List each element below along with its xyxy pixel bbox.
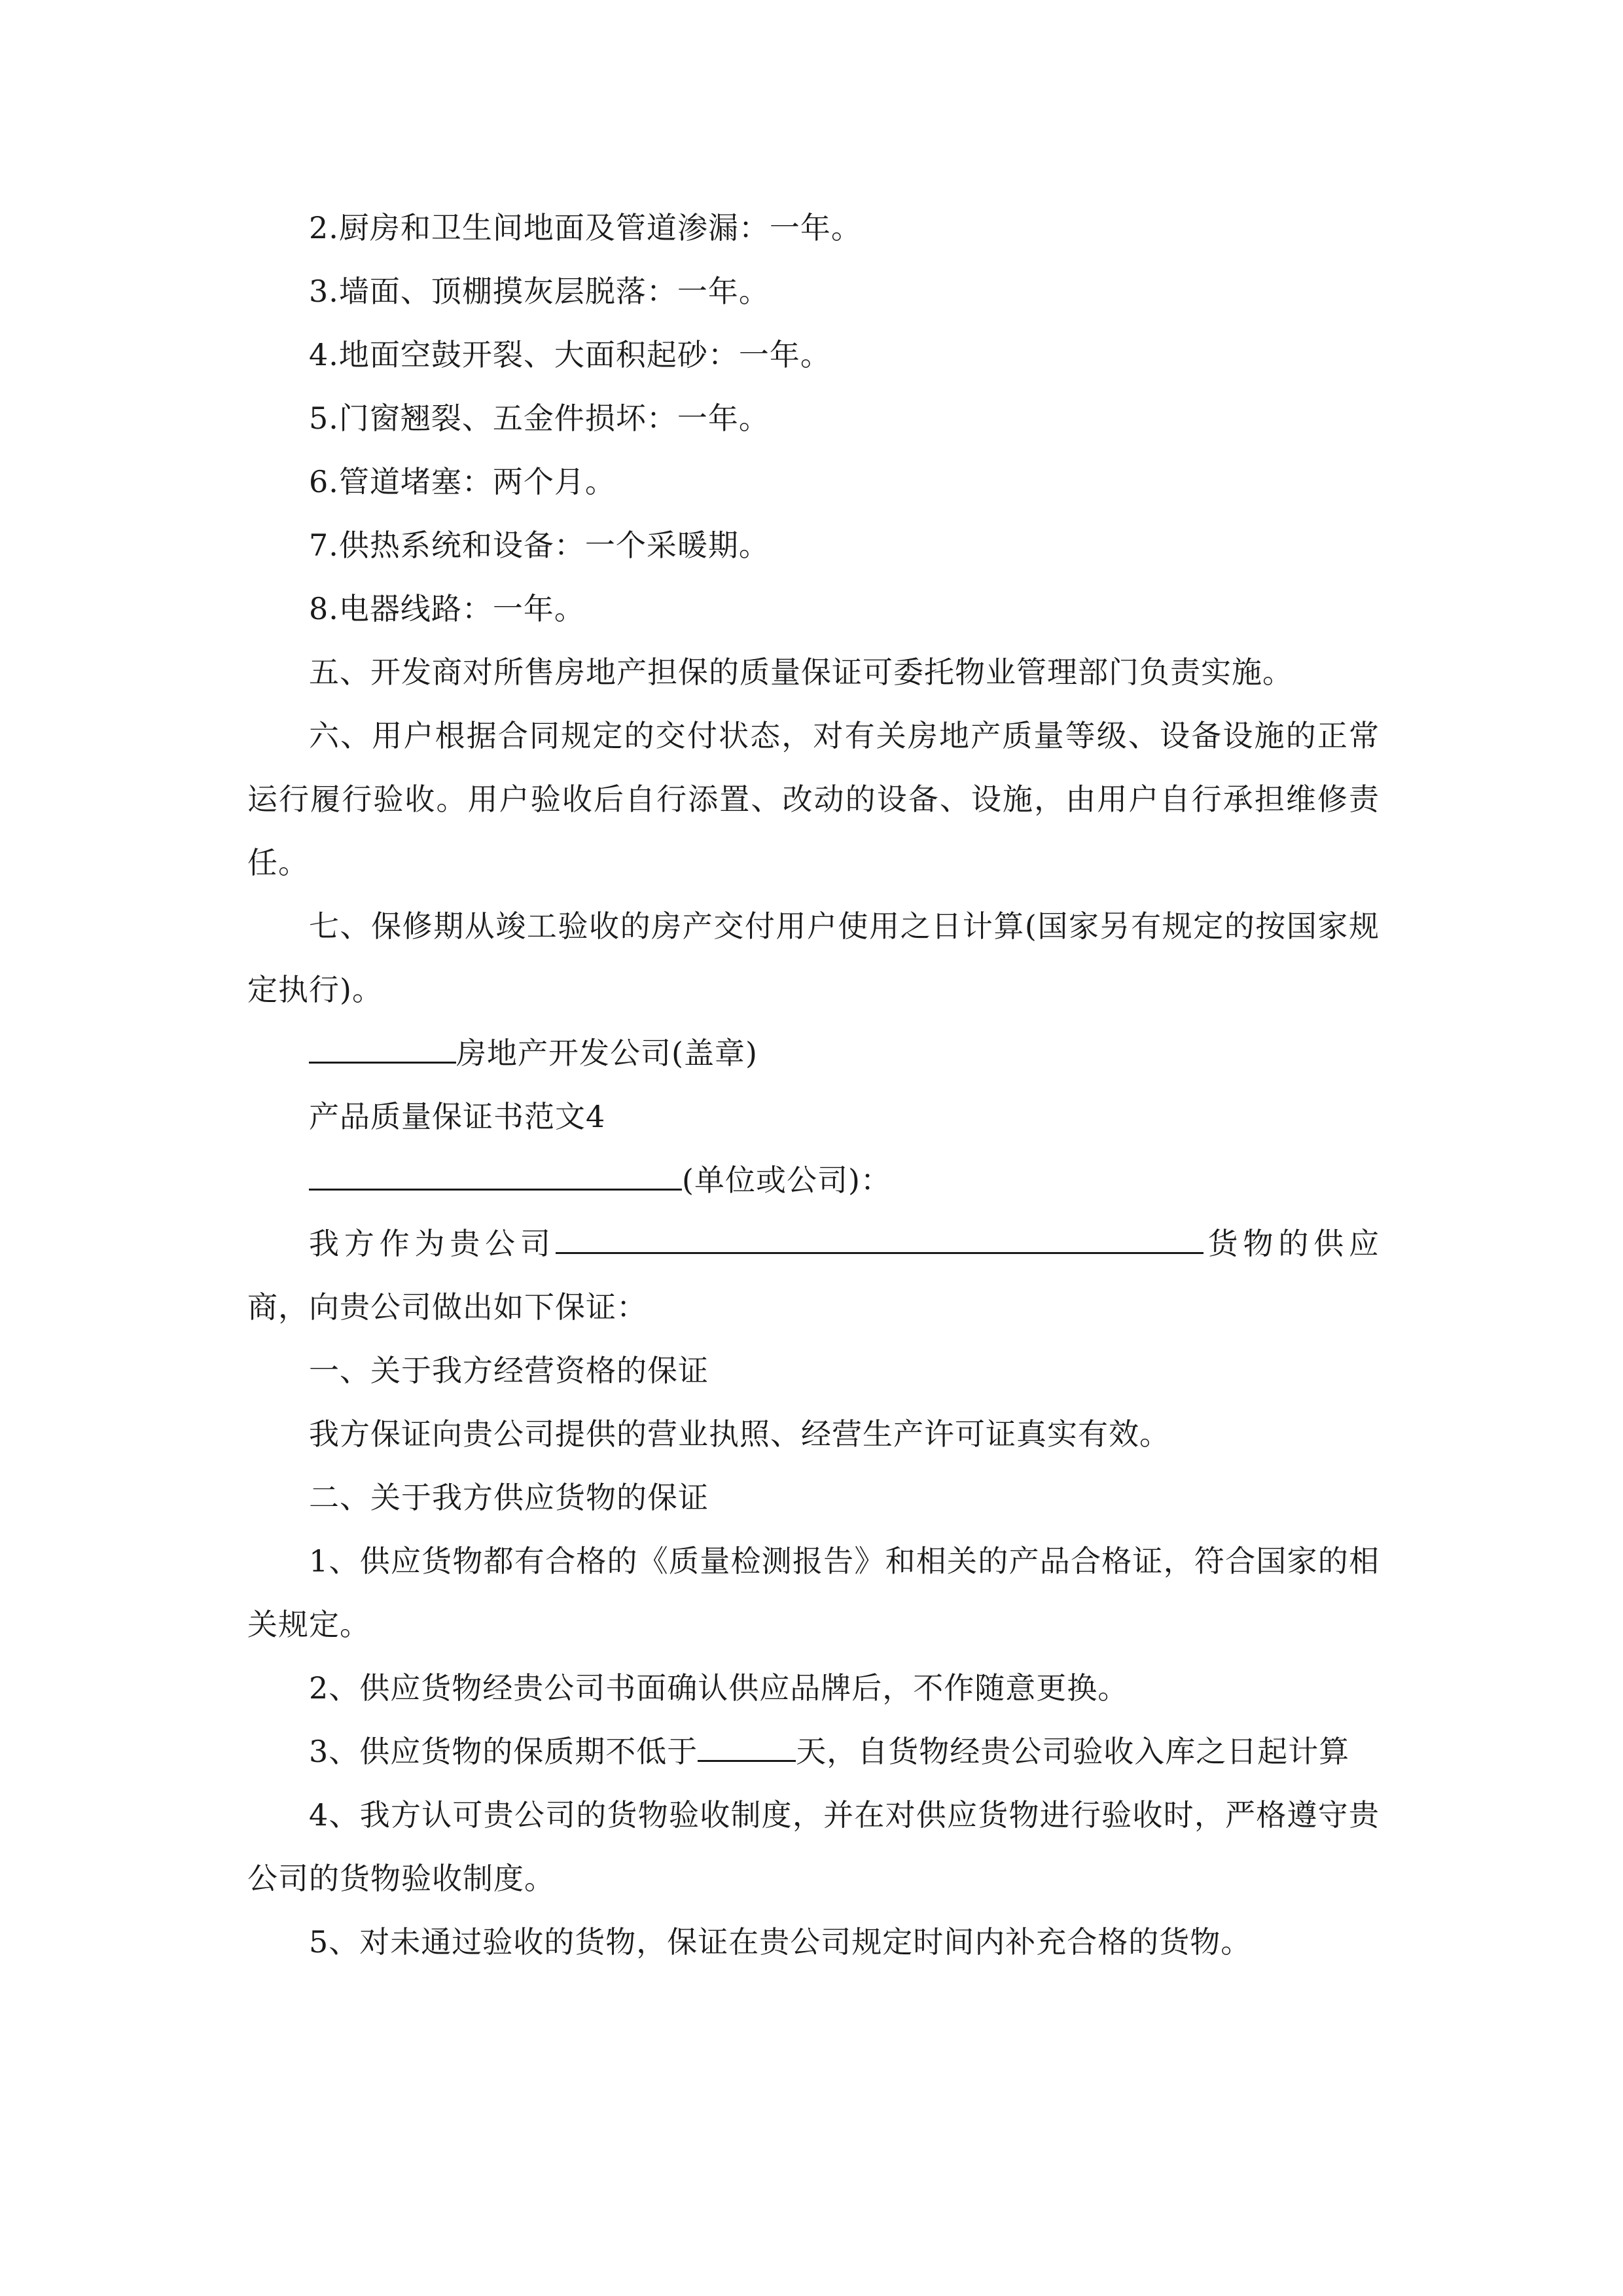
addressee-label: (单位或公司)：	[682, 1162, 891, 1198]
paragraph-clause-6: 六、用户根据合同规定的交付状态，对有关房地产质量等级、设备设施的正常运行履行验收。用户验收后自行添置、改动的设备、设施，由用户自行承担维修责任。	[247, 718, 1380, 880]
paragraph-goods-4: 4、我方认可贵公司的货物验收制度，并在对供应货物进行验收时，严格遵守贵公司的货物验收制度。	[247, 1797, 1380, 1896]
paragraph-goods-2: 2、供应货物经贵公司书面确认供应品牌后，不作随意更换。	[309, 1670, 1129, 1706]
section-title: 产品质量保证书范文4	[309, 1099, 606, 1134]
heading-qualification: 一、关于我方经营资格的保证	[309, 1353, 709, 1388]
paragraph-clause-5: 五、开发商对所售房地产担保的质量保证可委托物业管理部门负责实施。	[309, 655, 1293, 690]
paragraph-qualification: 我方保证向贵公司提供的营业执照、经营生产许可证真实有效。	[309, 1416, 1170, 1452]
paragraph-item-5: 5.门窗翘裂、五金件损坏：一年。	[309, 401, 770, 436]
signature-line	[247, 1022, 1380, 1085]
paragraph-item-7: 7.供热系统和设备：一个采暖期。	[309, 528, 770, 563]
addressee-line	[247, 1149, 1380, 1212]
company-name-blank	[309, 1028, 456, 1064]
signature-label: 房地产开发公司(盖章)	[456, 1035, 758, 1071]
shelf-life-text-end: 天，自货物经贵公司验收入库之日起计算	[796, 1734, 1350, 1769]
paragraph-item-3: 3.墙面、顶棚摸灰层脱落：一年。	[309, 274, 770, 309]
paragraph-goods-5: 5、对未通过验收的货物，保证在贵公司规定时间内补充合格的货物。	[309, 1924, 1252, 1960]
document-body	[247, 196, 1380, 1974]
paragraph-item-8: 8.电器线路：一年。	[309, 591, 585, 626]
paragraph-item-2: 2.厨房和卫生间地面及管道渗漏：一年。	[309, 210, 862, 245]
paragraph-item-4: 4.地面空鼓开裂、大面积起砂：一年。	[309, 337, 831, 372]
intro-text-start: 我方作为贵公司	[309, 1226, 556, 1261]
intro-text-end: 货物的供应商，向贵公司做出如下保证：	[247, 1226, 1380, 1325]
paragraph-item-6: 6.管道堵塞：两个月。	[309, 464, 616, 499]
shelf-life-text-start: 3、供应货物的保质期不低于	[309, 1734, 698, 1769]
goods-blank	[556, 1218, 1204, 1254]
addressee-blank	[309, 1155, 682, 1191]
heading-goods: 二、关于我方供应货物的保证	[309, 1480, 709, 1515]
paragraph-goods-1: 1、供应货物都有合格的《质量检测报告》和相关的产品合格证，符合国家的相关规定。	[247, 1543, 1380, 1642]
paragraph-goods-3	[247, 1720, 1380, 1784]
paragraph-clause-7: 七、保修期从竣工验收的房产交付用户使用之日计算(国家另有规定的按国家规定执行)。	[247, 908, 1380, 1007]
days-blank	[698, 1726, 796, 1762]
intro-paragraph	[247, 1212, 1380, 1339]
